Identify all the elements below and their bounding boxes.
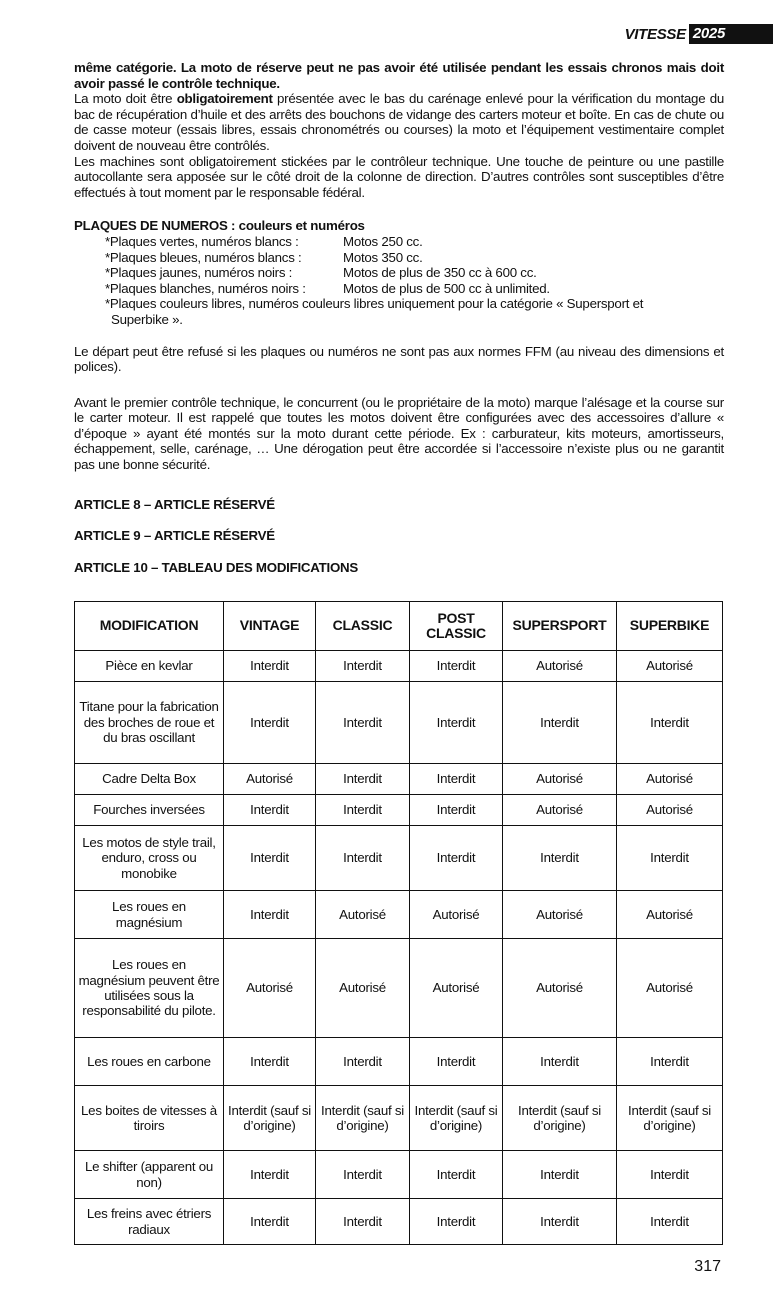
column-header: VINTAGE <box>224 602 316 651</box>
table-cell: Interdit <box>617 1038 723 1086</box>
table-row <box>75 1199 723 1245</box>
p2-bold: obligatoirement <box>176 91 273 107</box>
table-cell: Autorisé <box>503 651 617 682</box>
table-cell: Interdit <box>224 1199 316 1245</box>
table-cell: Interdit <box>410 651 503 682</box>
header-year: 2025 <box>689 24 773 44</box>
table-cell: Les motos de style trail, enduro, cross ou monobike <box>75 826 224 891</box>
table-row <box>75 764 723 795</box>
table-cell: Interdit <box>617 682 723 764</box>
table-cell: Les freins avec étriers radiaux <box>75 1199 224 1245</box>
table-cell: Interdit <box>410 1151 503 1199</box>
table-cell: Interdit <box>224 1151 316 1199</box>
table-cell: Interdit <box>224 682 316 764</box>
table-row <box>75 795 723 826</box>
table-cell: Interdit (sauf si d’origine) <box>617 1086 723 1151</box>
table-cell: Interdit <box>503 1199 617 1245</box>
table-cell: Interdit <box>316 682 410 764</box>
p2-pre: La moto doit être <box>74 91 177 107</box>
modifications-table <box>74 601 723 1245</box>
table-cell: Interdit <box>617 826 723 891</box>
table-cell: Le shifter (apparent ou non) <box>75 1151 224 1199</box>
column-header: SUPERBIKE <box>617 602 723 651</box>
plaque-label: *Plaques vertes, numéros blancs : <box>105 233 299 249</box>
plaque-value: Motos 350 cc. <box>343 249 423 265</box>
table-cell: Interdit (sauf si d’origine) <box>224 1086 316 1151</box>
table-cell: Interdit <box>503 1038 617 1086</box>
table-cell: Interdit (sauf si d’origine) <box>410 1086 503 1151</box>
header-title: VITESSE <box>624 25 686 43</box>
article-9-heading: ARTICLE 9 – ARTICLE RÉSERVÉ <box>74 528 275 544</box>
table-cell: Interdit <box>316 795 410 826</box>
table-cell: Interdit <box>410 764 503 795</box>
header-tag <box>625 24 773 44</box>
table-row <box>75 939 723 1038</box>
table-cell: Autorisé <box>617 764 723 795</box>
table-row <box>75 682 723 764</box>
column-header: MODIFICATION <box>75 602 224 651</box>
plaques-list <box>74 234 724 328</box>
table-cell: Interdit <box>316 1199 410 1245</box>
table-cell: Interdit <box>503 826 617 891</box>
plaque-item <box>74 281 724 297</box>
table-cell: Interdit <box>316 1038 410 1086</box>
plaque-item <box>74 265 724 281</box>
table-cell: Les boites de vitesses à tiroirs <box>75 1086 224 1151</box>
table-cell: Interdit <box>410 1038 503 1086</box>
table-row <box>75 1151 723 1199</box>
table-cell: Autorisé <box>617 795 723 826</box>
table-cell: Interdit <box>316 1151 410 1199</box>
table-cell: Interdit (sauf si d’origine) <box>503 1086 617 1151</box>
table-row <box>75 651 723 682</box>
table-cell: Cadre Delta Box <box>75 764 224 795</box>
table-cell: Autorisé <box>617 651 723 682</box>
table-cell: Les roues en carbone <box>75 1038 224 1086</box>
controle-paragraph: Avant le premier contrôle technique, le concurrent (ou le propriétaire de la moto) marque l’alésage et la course sur le carter moteur. Il est rappelé que toutes les motos doivent être configurées avec des accessoires d’allure « d’époque » ayant été montés sur la moto durant cette période. Ex : carburateur, kits moteurs, amortisseurs, échappement, selle, carénage, … Une dérogation peut être accordée si l’accessoire n’existe plus ou ne garantit pas une bonne sécurité. <box>74 394 724 473</box>
table-cell: Les roues en magnésium peuvent être utilisées sous la responsabilité du pilote. <box>75 939 224 1038</box>
table-cell: Interdit <box>224 795 316 826</box>
plaque-free-line: *Plaques couleurs libres, numéros couleurs libres uniquement pour la catégorie « Supersport et <box>105 296 644 312</box>
article-8-heading: ARTICLE 8 – ARTICLE RÉSERVÉ <box>74 496 275 512</box>
table-cell: Fourches inversées <box>75 795 224 826</box>
table-header-row <box>75 602 723 651</box>
plaque-label: *Plaques bleues, numéros blancs : <box>105 249 302 265</box>
table-cell: Interdit <box>316 764 410 795</box>
plaque-value: Motos de plus de 500 cc à unlimited. <box>343 280 550 296</box>
table-row <box>75 1038 723 1086</box>
table-cell: Interdit <box>316 651 410 682</box>
table-cell: Autorisé <box>617 891 723 939</box>
table-cell: Titane pour la fabrication des broches de roue et du bras oscillant <box>75 682 224 764</box>
plaque-value: Motos de plus de 350 cc à 600 cc. <box>343 265 537 281</box>
table-cell: Interdit <box>410 1199 503 1245</box>
table-cell: Autorisé <box>503 891 617 939</box>
table-cell: Autorisé <box>503 939 617 1038</box>
table-cell: Autorisé <box>224 939 316 1038</box>
plaque-free-line-cont: Superbike ». <box>111 311 183 327</box>
plaques-title: PLAQUES DE NUMEROS : couleurs et numéros <box>74 218 365 234</box>
plaque-label: *Plaques jaunes, numéros noirs : <box>105 265 293 281</box>
table-cell: Interdit <box>503 1151 617 1199</box>
column-header: POST CLASSIC <box>410 602 503 651</box>
table-cell: Interdit <box>224 651 316 682</box>
page-number: 317 <box>694 1258 721 1275</box>
table-cell: Autorisé <box>503 764 617 795</box>
table-cell: Autorisé <box>316 891 410 939</box>
plaque-value: Motos 250 cc. <box>343 233 423 249</box>
table-cell: Autorisé <box>503 795 617 826</box>
p2-post: présentée avec le bas du carénage enlevé pour la vérification du montage du bac de récupération d’huile et des arrêts des bouchons de vidange des carters moteur et boîte. En cas de chute ou de casse moteur (essais libres, essais chronométrés ou courses) la moto et l’équipement vestimentaire complet doivent de nouveau être contrôlés. <box>74 91 724 153</box>
table-cell: Interdit <box>410 682 503 764</box>
table-row <box>75 1086 723 1151</box>
plaque-item <box>74 234 724 250</box>
table-cell: Autorisé <box>410 939 503 1038</box>
table-cell: Autorisé <box>617 939 723 1038</box>
table-row <box>75 826 723 891</box>
column-header: CLASSIC <box>316 602 410 651</box>
table-cell: Interdit <box>410 795 503 826</box>
page-content <box>74 60 724 575</box>
article-10-heading: ARTICLE 10 – TABLEAU DES MODIFICATIONS <box>74 559 359 575</box>
table-cell: Autorisé <box>410 891 503 939</box>
table-cell: Autorisé <box>224 764 316 795</box>
table-cell: Interdit <box>224 1038 316 1086</box>
table-cell: Autorisé <box>316 939 410 1038</box>
table-cell: Interdit <box>224 891 316 939</box>
plaque-label: *Plaques blanches, numéros noirs : <box>105 280 306 296</box>
intro-paragraph-2 <box>74 91 724 153</box>
table-cell: Interdit <box>617 1199 723 1245</box>
plaque-item <box>74 250 724 266</box>
refus-paragraph: Le départ peut être refusé si les plaques ou numéros ne sont pas aux normes FFM (au niveau des dimensions et polices). <box>74 343 724 375</box>
table-cell: Les roues en magnésium <box>75 891 224 939</box>
table-cell: Interdit <box>503 682 617 764</box>
table-cell: Interdit (sauf si d’origine) <box>316 1086 410 1151</box>
table-cell: Interdit <box>617 1151 723 1199</box>
table-cell: Pièce en kevlar <box>75 651 224 682</box>
table-cell: Interdit <box>316 826 410 891</box>
table-cell: Interdit <box>224 826 316 891</box>
table-cell: Interdit <box>410 826 503 891</box>
intro-bold-paragraph: même catégorie. La moto de réserve peut ne pas avoir été utilisée pendant les essais chronos mais doit avoir passé le contrôle technique. <box>74 60 724 91</box>
column-header: SUPERSPORT <box>503 602 617 651</box>
intro-paragraph-3: Les machines sont obligatoirement stickées par le contrôleur technique. Une touche de peinture ou une pastille autocollante sera apposée sur le côté droit de la colonne de direction. D’autres contrôles sont susceptibles d’être effectués à tout moment par le responsable fédéral. <box>74 153 724 200</box>
table-row <box>75 891 723 939</box>
